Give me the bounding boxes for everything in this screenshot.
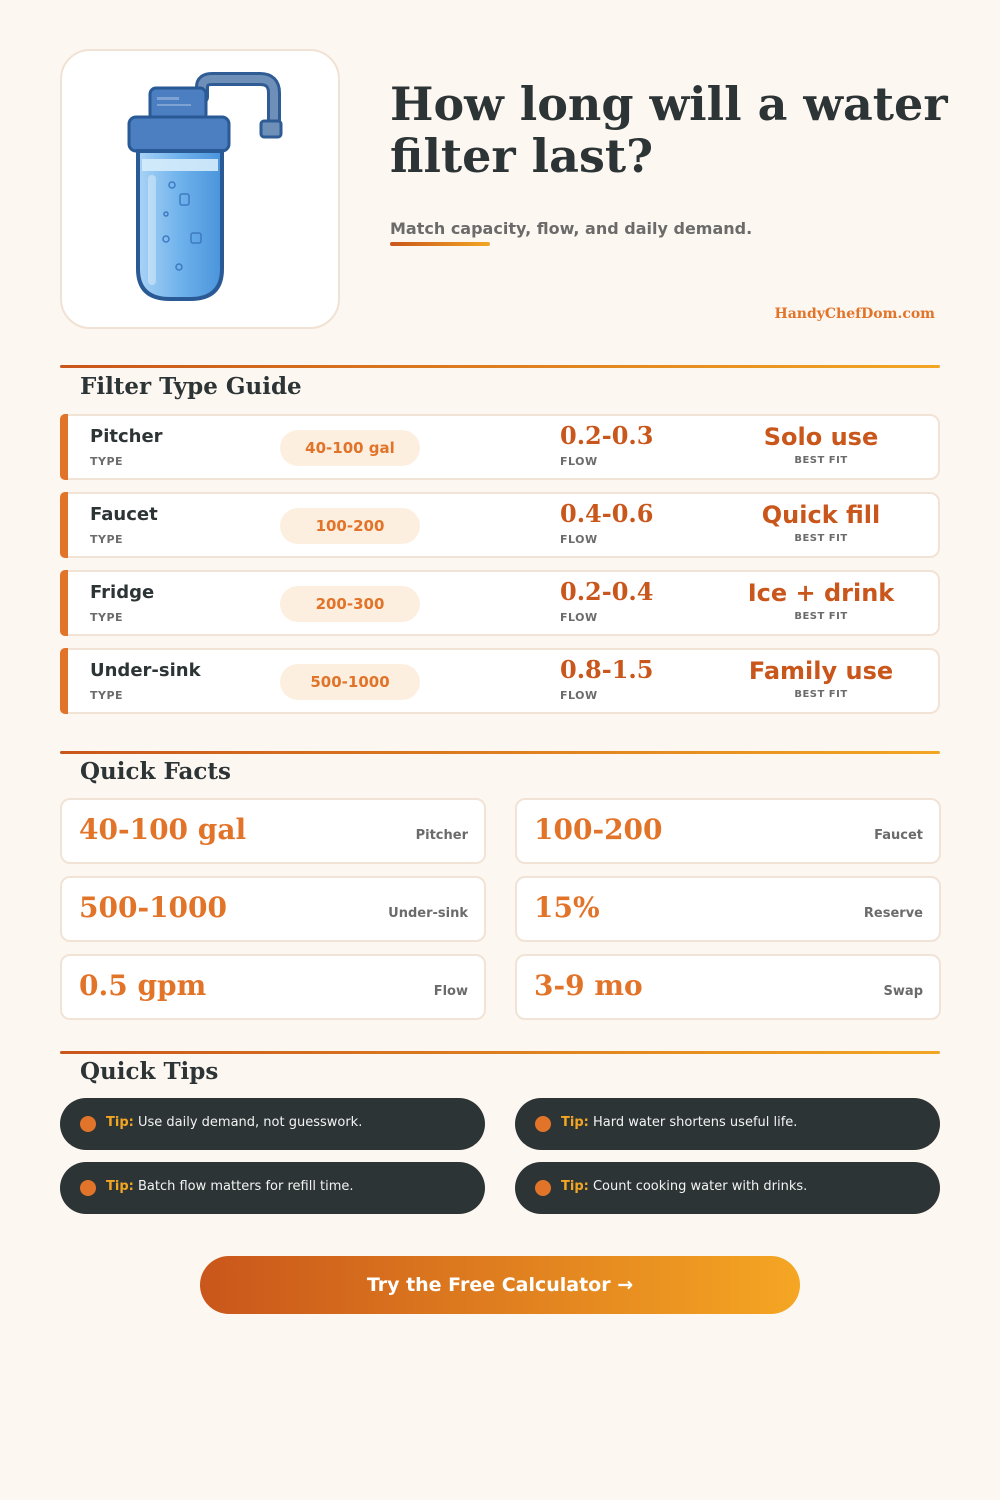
fact-label: Pitcher bbox=[415, 828, 468, 843]
tip-card bbox=[515, 1162, 940, 1214]
tip-text bbox=[106, 1179, 354, 1194]
tip-prefix: Tip: bbox=[561, 1115, 589, 1130]
guide-flow-value: 0.2-0.3 bbox=[560, 421, 654, 450]
tip-prefix: Tip: bbox=[561, 1179, 589, 1194]
guide-type-name: Under-sink bbox=[90, 660, 201, 681]
quick-facts-heading: Quick Facts bbox=[80, 758, 231, 785]
capacity-pill: 500-1000 bbox=[280, 664, 420, 700]
brand-link[interactable]: HandyChefDom.com bbox=[774, 306, 935, 322]
guide-row-pitcher bbox=[60, 414, 940, 480]
guide-type-label: TYPE bbox=[90, 689, 124, 702]
guide-fit-value: Ice + drink bbox=[747, 579, 895, 607]
hero-illustration-card bbox=[60, 49, 340, 329]
fact-card bbox=[60, 876, 486, 942]
row-accent-bar bbox=[60, 570, 68, 636]
guide-row-under-sink bbox=[60, 648, 940, 714]
row-accent-bar bbox=[60, 492, 68, 558]
fact-value: 100-200 bbox=[534, 813, 663, 846]
free-calculator-button[interactable]: Try the Free Calculator → bbox=[200, 1256, 800, 1314]
capacity-pill: 40-100 gal bbox=[280, 430, 420, 466]
tip-bullet-icon bbox=[535, 1180, 551, 1196]
guide-flow-value: 0.2-0.4 bbox=[560, 577, 654, 606]
guide-fit-value: Family use bbox=[748, 657, 894, 685]
page-subtitle: Match capacity, flow, and daily demand. bbox=[390, 219, 753, 238]
fact-value: 3-9 mo bbox=[534, 969, 643, 1002]
tip-card bbox=[60, 1162, 485, 1214]
row-accent-bar bbox=[60, 648, 68, 714]
guide-flow-value: 0.8-1.5 bbox=[560, 655, 654, 684]
fact-value: 40-100 gal bbox=[79, 813, 247, 846]
section-divider bbox=[60, 1051, 940, 1054]
guide-type-name: Fridge bbox=[90, 582, 155, 603]
fact-card bbox=[515, 954, 941, 1020]
fact-value: 0.5 gpm bbox=[79, 969, 207, 1002]
tip-body: Count cooking water with drinks. bbox=[592, 1179, 808, 1194]
fact-card bbox=[60, 798, 486, 864]
guide-flow-label: FLOW bbox=[560, 455, 598, 468]
water-filter-icon bbox=[62, 51, 338, 327]
guide-type-name: Faucet bbox=[90, 504, 158, 525]
guide-fit-label: BEST FIT bbox=[794, 533, 848, 544]
fact-label: Swap bbox=[883, 984, 923, 999]
guide-flow-label: FLOW bbox=[560, 611, 598, 624]
guide-type-label: TYPE bbox=[90, 611, 124, 624]
fact-value: 15% bbox=[534, 891, 600, 924]
tip-body: Hard water shortens useful life. bbox=[592, 1115, 798, 1130]
guide-row-faucet bbox=[60, 492, 940, 558]
fact-card bbox=[60, 954, 486, 1020]
tip-bullet-icon bbox=[80, 1180, 96, 1196]
section-divider bbox=[60, 751, 940, 754]
capacity-pill: 100-200 bbox=[280, 508, 420, 544]
guide-fit-label: BEST FIT bbox=[794, 455, 848, 466]
fact-card bbox=[515, 876, 941, 942]
tip-body: Batch flow matters for refill time. bbox=[137, 1179, 354, 1194]
guide-type-label: TYPE bbox=[90, 455, 124, 468]
guide-type-name: Pitcher bbox=[90, 426, 163, 447]
fact-card bbox=[515, 798, 941, 864]
tip-bullet-icon bbox=[535, 1116, 551, 1132]
tip-text bbox=[561, 1179, 807, 1194]
guide-fit-value: Quick fill bbox=[761, 501, 881, 529]
fact-label: Faucet bbox=[874, 828, 923, 843]
tip-prefix: Tip: bbox=[106, 1179, 134, 1194]
guide-fit-value: Solo use bbox=[763, 423, 879, 451]
filter-guide-heading: Filter Type Guide bbox=[80, 373, 302, 400]
fact-value: 500-1000 bbox=[79, 891, 227, 924]
tip-card bbox=[60, 1098, 485, 1150]
guide-row-fridge bbox=[60, 570, 940, 636]
guide-flow-label: FLOW bbox=[560, 689, 598, 702]
guide-flow-value: 0.4-0.6 bbox=[560, 499, 654, 528]
tip-text bbox=[106, 1115, 362, 1130]
guide-type-label: TYPE bbox=[90, 533, 124, 546]
subtitle-underline bbox=[390, 242, 490, 246]
tip-prefix: Tip: bbox=[106, 1115, 134, 1130]
tip-bullet-icon bbox=[80, 1116, 96, 1132]
tip-body: Use daily demand, not guesswork. bbox=[137, 1115, 363, 1130]
quick-tips-heading: Quick Tips bbox=[80, 1058, 219, 1085]
capacity-pill: 200-300 bbox=[280, 586, 420, 622]
section-divider bbox=[60, 365, 940, 368]
tip-card bbox=[515, 1098, 940, 1150]
page-title: How long will a water filter last? bbox=[390, 77, 948, 183]
guide-fit-label: BEST FIT bbox=[794, 611, 848, 622]
guide-flow-label: FLOW bbox=[560, 533, 598, 546]
tip-text bbox=[561, 1115, 797, 1130]
fact-label: Under-sink bbox=[388, 906, 468, 921]
guide-fit-label: BEST FIT bbox=[794, 689, 848, 700]
fact-label: Flow bbox=[433, 984, 468, 999]
row-accent-bar bbox=[60, 414, 68, 480]
fact-label: Reserve bbox=[863, 906, 923, 921]
